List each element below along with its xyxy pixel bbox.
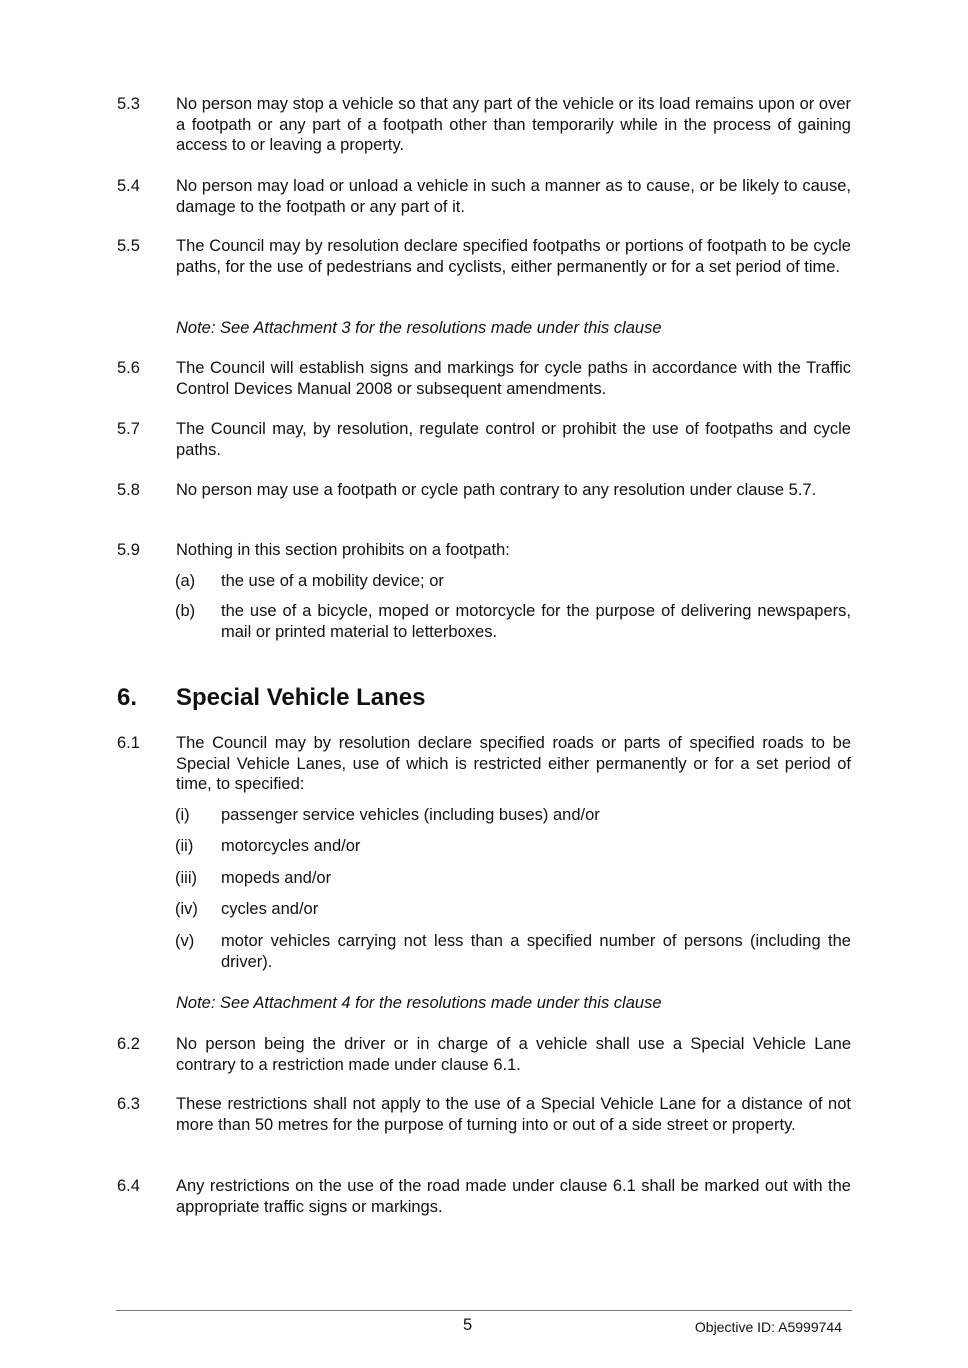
clause-text: The Council may, by resolution, regulate control or prohibit the use of footpaths and cycle paths. [176,420,851,459]
clause-number: 5.7 [117,420,140,438]
clause-number: 5.3 [117,95,140,113]
clause-number: 6.1 [117,734,140,752]
clause-number: 5.5 [117,237,140,255]
sub-item-label: (ii) [175,837,194,855]
clause-text: The Council may by resolution declare specified footpaths or portions of footpath to be cycle paths, for the use of pedestrians and cyclists, either permanently or for a set period of time. [176,237,851,276]
sub-item-text: cycles and/or [221,900,319,918]
page-number: 5 [463,1316,473,1334]
sub-item-text: the use of a bicycle, moped or motorcycle for the purpose of delivering newspapers, mail or printed material to letterboxes. [221,602,851,641]
clause-number: 6.2 [117,1035,140,1053]
sub-item-text: passenger service vehicles (including buses) and/or [221,806,600,824]
section-number: 6. [117,684,138,711]
clause-number: 5.9 [117,541,140,559]
clause-number: 5.8 [117,481,140,499]
sub-item-text: motorcycles and/or [221,837,361,855]
clause-text: The Council will establish signs and markings for cycle paths in accordance with the Traffic Control Devices Manual 2008 or subsequent amendments. [176,359,851,398]
clause-text: No person may load or unload a vehicle in such a manner as to cause, or be likely to cause, damage to the footpath or any part of it. [176,177,851,216]
clause-text: The Council may by resolution declare specified roads or parts of specified roads to be Special Vehicle Lanes, use of which is restricted either permanently or for a set period of time, to specified: [176,734,851,794]
clause-number: 6.4 [117,1177,140,1195]
note-6-1: Note: See Attachment 4 for the resolutions made under this clause [176,994,662,1012]
sub-item-label: (iv) [175,900,198,918]
clause-number: 5.4 [117,177,140,195]
sub-item-label: (a) [175,572,196,590]
clause-number: 6.3 [117,1095,140,1113]
section-title: Special Vehicle Lanes [176,684,426,711]
clause-text: No person being the driver or in charge of a vehicle shall use a Special Vehicle Lane contrary to a restriction made under clause 6.1. [176,1035,851,1074]
sub-item-label: (iii) [175,869,197,887]
footer-divider [116,1310,852,1311]
sub-item-text: motor vehicles carrying not less than a specified number of persons (including the driver). [221,932,851,971]
clause-text: No person may stop a vehicle so that any part of the vehicle or its load remains upon or over a footpath or any part of a footpath other than temporarily while in the process of gaining access to or leaving a property. [176,95,851,155]
objective-id: Objective ID: A5999744 [694,1319,842,1335]
sub-item-text: the use of a mobility device; or [221,572,444,590]
note-5-5: Note: See Attachment 3 for the resolutions made under this clause [176,319,662,337]
clause-text: These restrictions shall not apply to the use of a Special Vehicle Lane for a distance of not more than 50 metres for the purpose of turning into or out of a side street or property. [176,1095,851,1134]
sub-item-label: (v) [175,932,195,950]
clause-text: Any restrictions on the use of the road made under clause 6.1 shall be marked out with the appropriate traffic signs or markings. [176,1177,851,1216]
clause-number: 5.6 [117,359,140,377]
sub-item-label: (i) [175,806,190,824]
clause-text: No person may use a footpath or cycle path contrary to any resolution under clause 5.7. [176,481,817,499]
sub-item-label: (b) [175,602,196,620]
sub-item-text: mopeds and/or [221,869,332,887]
clause-text: Nothing in this section prohibits on a footpath: [176,541,510,559]
